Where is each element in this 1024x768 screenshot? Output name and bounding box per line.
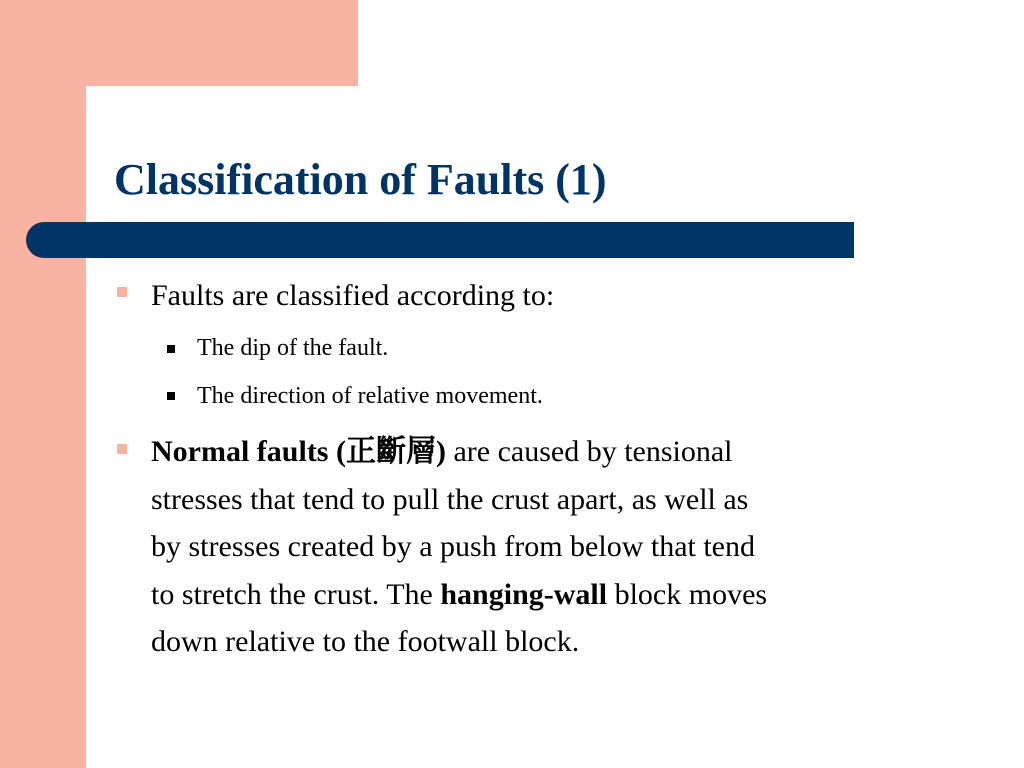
sub-bullet-text-dip: The dip of the fault. — [197, 335, 389, 361]
paragraph-text: are caused by tensional — [445, 435, 733, 468]
normal-faults-term: Normal faults (正斷層) — [151, 435, 446, 468]
normal-faults-paragraph — [151, 428, 981, 666]
sub-bullet-marker — [167, 392, 175, 400]
paragraph-line: down relative to the footwall block. — [151, 625, 580, 658]
paragraph-line: stresses that tend to pull the crust apart, as well as — [151, 482, 749, 516]
slide-title: Classification of Faults (1) — [114, 155, 607, 204]
paragraph-line — [151, 571, 981, 619]
paragraph-text: to stretch the crust. The — [151, 577, 441, 611]
bullet-marker — [117, 444, 127, 454]
paragraph-line — [151, 428, 981, 476]
paragraph-text: block moves — [607, 577, 768, 611]
bullet-marker — [117, 287, 127, 297]
sub-bullet-marker — [167, 345, 175, 353]
paragraph-line: by stresses created by a push from below that tend — [151, 530, 755, 563]
hanging-wall-term: hanging-wall — [440, 577, 608, 611]
sub-bullet-text-direction: The direction of relative movement. — [197, 383, 543, 409]
bullet-text-classification: Faults are classified according to: — [151, 279, 555, 312]
